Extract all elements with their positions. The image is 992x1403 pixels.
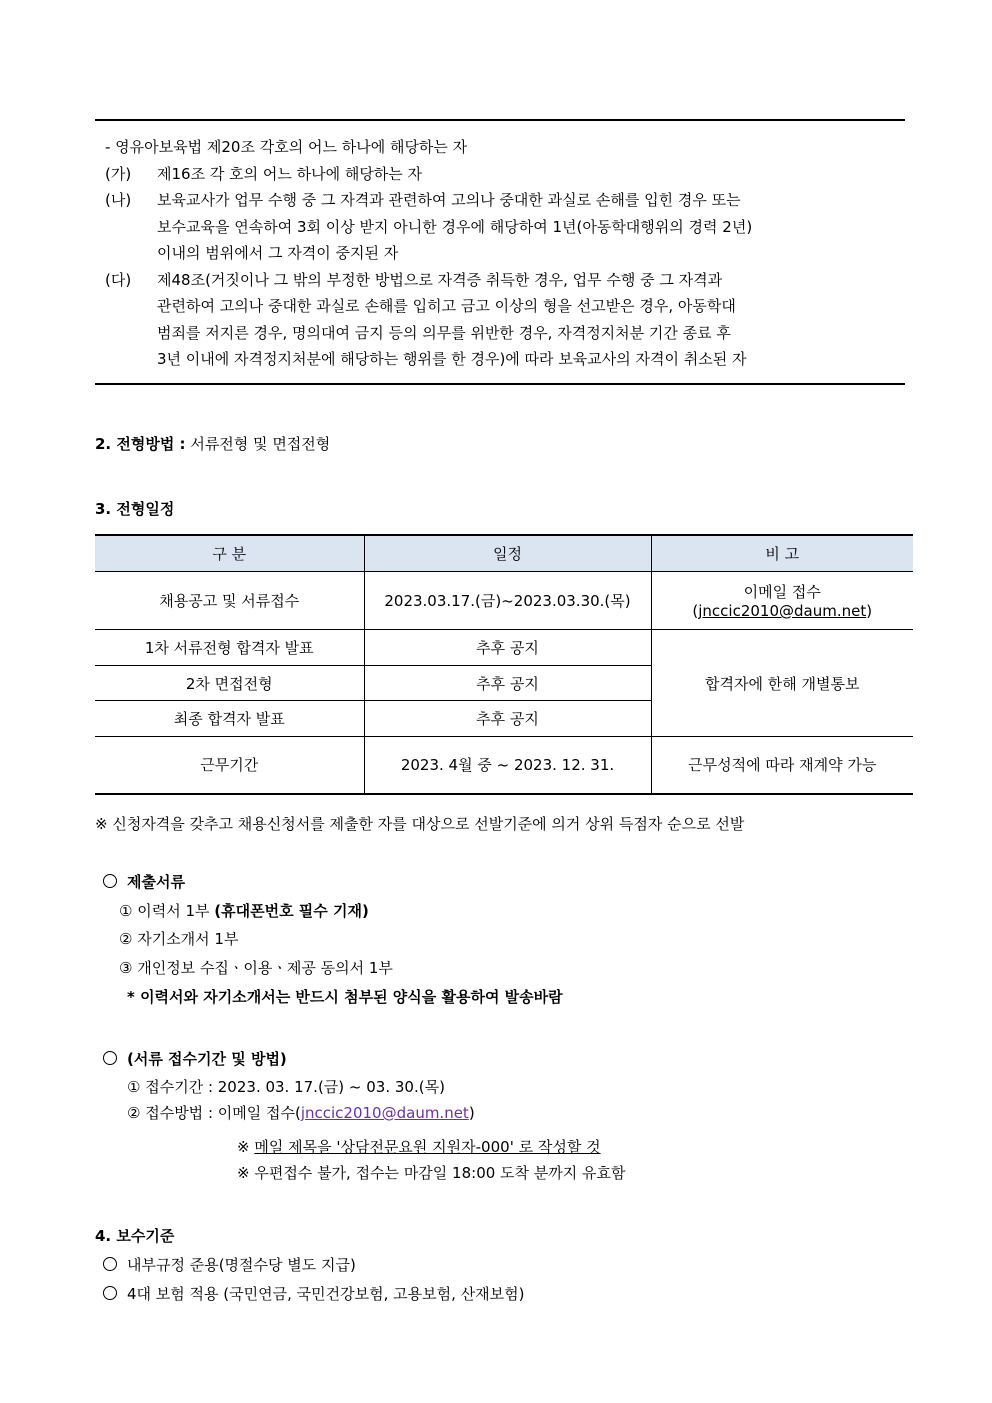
schedule-stage: 근무기간 [95, 737, 364, 794]
submission-method [127, 1102, 475, 1123]
email-link[interactable]: jnccic2010@daum.net [698, 602, 867, 620]
schedule-note [651, 572, 913, 630]
document-item-text: ① 이력서 1부 [119, 902, 215, 920]
schedule-date: 추후 공지 [364, 666, 651, 701]
submission-title [103, 1048, 287, 1069]
qualification-line: 3년 이내에 자격정지처분에 해당하는 행위를 한 경우)에 따라 보육교사의 자격이 취소된 자 [157, 350, 747, 368]
note-mark: ※ [237, 1138, 250, 1156]
schedule-stage: 2차 면접전형 [95, 666, 364, 701]
email-link[interactable]: jnccic2010@daum.net [300, 1104, 469, 1122]
documents-note: * 이력서와 자기소개서는 반드시 첨부된 양식을 활용하여 발송바람 [127, 988, 563, 1006]
salary-item [103, 1254, 356, 1275]
qualification-line: 이내의 범위에서 그 자격이 중지된 자 [157, 244, 399, 262]
table-row [95, 737, 913, 794]
table-row [95, 630, 913, 666]
email-label: 이메일 접수 [743, 583, 821, 601]
document-item: ② 자기소개서 1부 [119, 930, 239, 948]
salary-item-text: 4대 보험 적용 (국민연금, 국민건강보험, 고용보험, 산재보험) [127, 1285, 525, 1303]
section-value: 서류전형 및 면접전형 [190, 435, 331, 453]
section-title: 3. 전형일정 [95, 500, 175, 518]
salary-item [103, 1283, 524, 1304]
section-schedule-title [95, 498, 174, 519]
qualification-line: 보육교사가 업무 수행 중 그 자격과 관련하여 고의나 중대한 과실로 손해를 입힌 경우 또는 [157, 191, 741, 209]
qualification-line: 보수교육을 연속하여 3회 이상 받지 아니한 경우에 해당하여 1년(아동학대행위의 경력 2년) [157, 217, 753, 236]
section-salary-title [95, 1225, 174, 1246]
qualification-line: 관련하여 고의나 중대한 과실로 손해를 입히고 금고 이상의 형을 선고받은 경우, 아동학대 [157, 297, 736, 315]
section-selection-method [95, 433, 330, 454]
submission-period: ① 접수기간 : 2023. 03. 17.(금) ~ 03. 30.(목) [127, 1078, 445, 1096]
schedule-stage: 채용공고 및 서류접수 [95, 572, 364, 630]
schedule-date: 추후 공지 [364, 701, 651, 737]
qualifications-intro: - 영유아보육법 제20조 각호의 어느 하나에 해당하는 자 [105, 138, 468, 156]
column-header: 비 고 [651, 535, 913, 572]
qualification-line: 범죄를 저지른 경우, 명의대여 금지 등의 의무를 위반한 경우, 자격정지처분 기간 종료 후 [157, 323, 731, 342]
schedule-note: 근무성적에 따라 재계약 가능 [651, 737, 913, 794]
section-title: 2. 전형방법 : [95, 435, 186, 453]
submission-note [237, 1136, 601, 1157]
salary-item-text: 내부규정 준용(명절수당 별도 지급) [127, 1256, 356, 1274]
circle-bullet-icon [103, 1257, 117, 1271]
note-text: 메일 제목을 '상담전문요원 지원자-000' 로 작성할 것 [254, 1138, 601, 1156]
table-row [95, 572, 913, 630]
schedule-stage: 1차 서류전형 합격자 발표 [95, 630, 364, 666]
document-item [119, 900, 369, 921]
schedule-date: 2023. 4월 중 ~ 2023. 12. 31. [364, 737, 651, 794]
circle-bullet-icon [103, 1286, 117, 1300]
selection-note: ※ 신청자격을 갖추고 채용신청서를 제출한 자를 대상으로 선발기준에 의거 상위 득점자 순으로 선발 [95, 815, 745, 833]
submission-title-text: (서류 접수기간 및 방법) [127, 1050, 287, 1068]
qualification-mark: (가) [105, 164, 132, 183]
qualifications-box [95, 119, 905, 385]
schedule-note-merged: 합격자에 한해 개별통보 [651, 630, 913, 737]
qualification-mark: (나) [105, 191, 132, 209]
section-title: 4. 보수기준 [95, 1227, 175, 1245]
qualification-mark: (다) [105, 270, 132, 289]
schedule-date: 추후 공지 [364, 630, 651, 666]
column-header: 구 분 [95, 535, 364, 572]
documents-title [103, 871, 185, 892]
document-item: ③ 개인정보 수집ㆍ이용ㆍ제공 동의서 1부 [119, 959, 393, 977]
qualification-line: 제48조(거짓이나 그 밖의 부정한 방법으로 자격증 취득한 경우, 업무 수행 중 그 자격과 [157, 270, 723, 289]
qualification-item [95, 267, 905, 373]
column-header: 일정 [364, 535, 651, 572]
email-wrapper: (jnccic2010@daum.net) [692, 602, 873, 620]
circle-bullet-icon [103, 874, 117, 888]
document-item-bold: (휴대폰번호 필수 기재) [214, 902, 369, 920]
qualification-item [95, 161, 905, 188]
schedule-date: 2023.03.17.(금)~2023.03.30.(목) [364, 572, 651, 630]
method-suffix: ) [468, 1104, 475, 1122]
method-prefix: ② 접수방법 : 이메일 접수( [127, 1104, 301, 1122]
submission-note: ※ 우편접수 불가, 접수는 마감일 18:00 도착 분까지 유효함 [237, 1164, 626, 1182]
schedule-stage: 최종 합격자 발표 [95, 701, 364, 737]
table-header-row [95, 535, 913, 572]
documents-title-text: 제출서류 [127, 873, 185, 891]
schedule-table [95, 534, 913, 795]
circle-bullet-icon [103, 1051, 117, 1065]
qualification-item [95, 187, 905, 267]
qualification-line: 제16조 각 호의 어느 하나에 해당하는 자 [157, 164, 423, 183]
